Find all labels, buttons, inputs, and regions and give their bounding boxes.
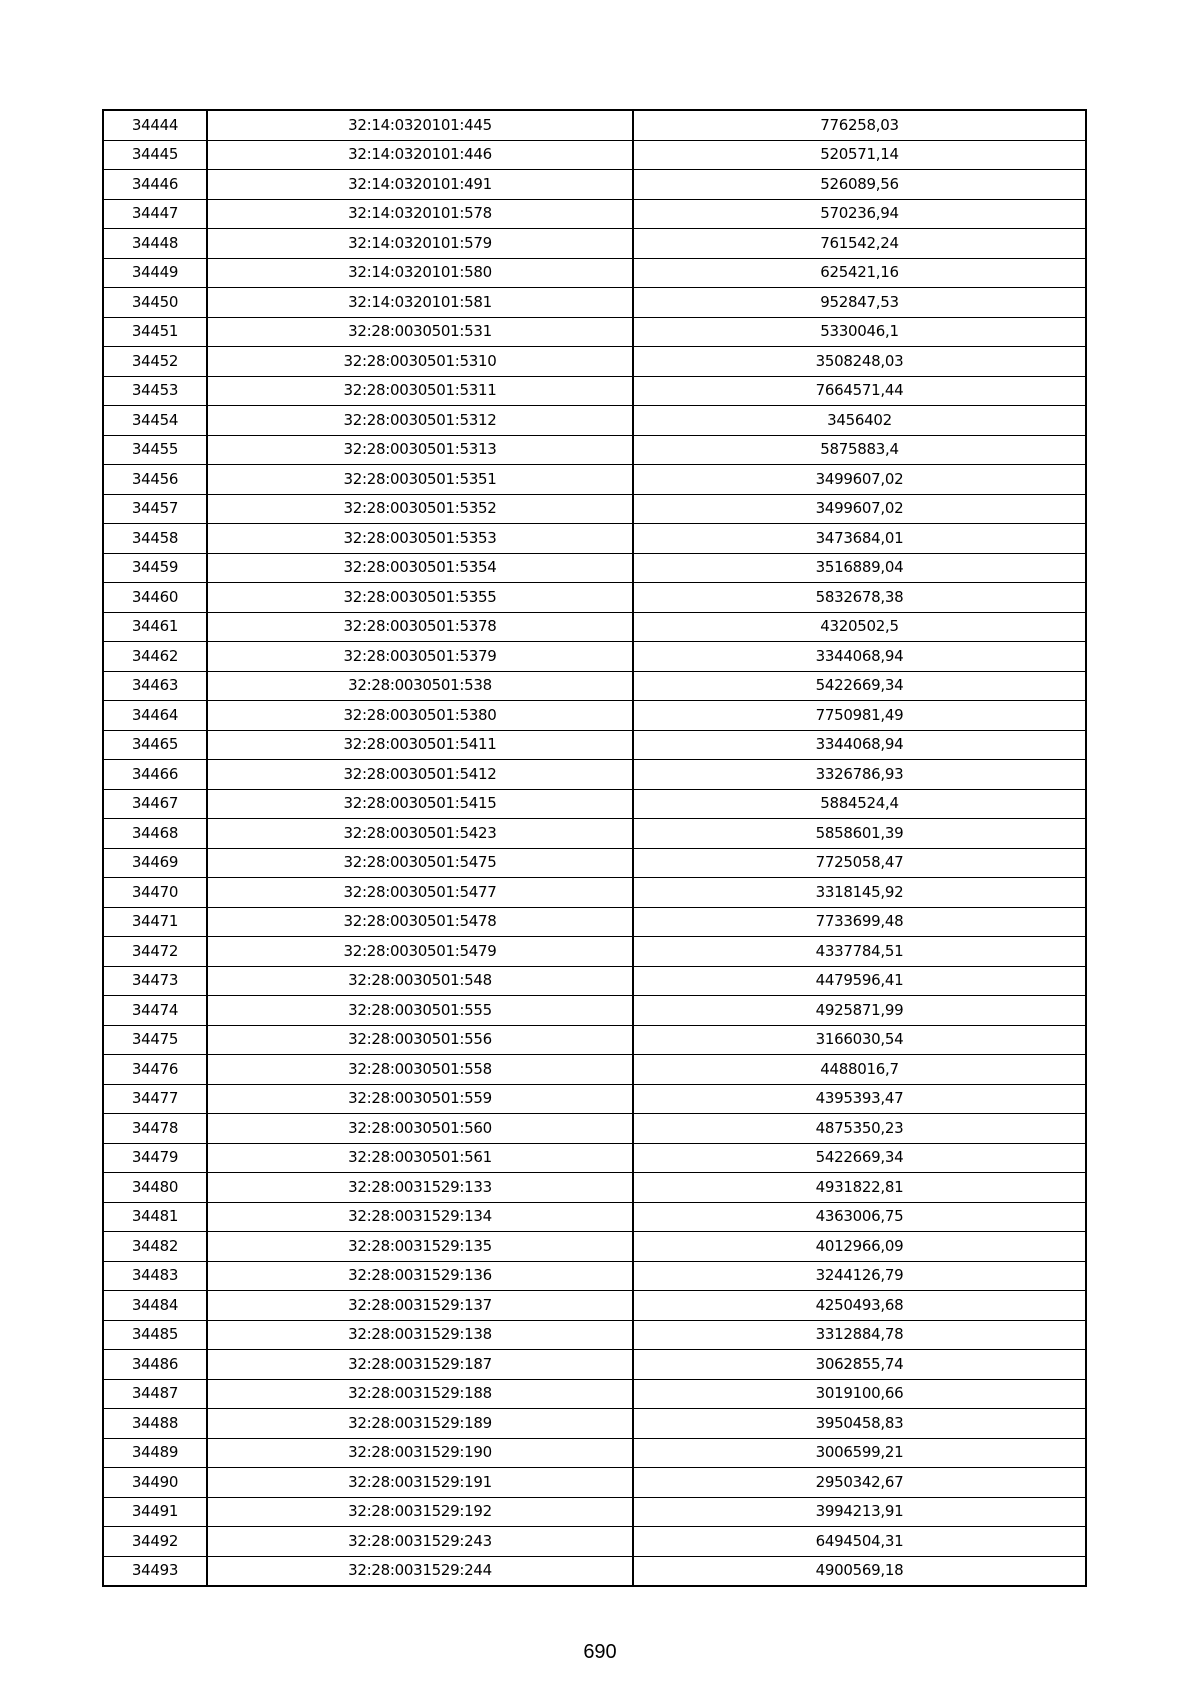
cadastral-value-cell: 520571,14 bbox=[633, 140, 1086, 170]
cadastral-value-cell: 526089,56 bbox=[633, 170, 1086, 200]
table-row bbox=[103, 671, 1086, 701]
cadastral-number-cell: 32:28:0030501:5477 bbox=[207, 878, 633, 908]
row-number-cell: 34465 bbox=[103, 730, 207, 760]
cadastral-number-cell: 32:28:0031529:191 bbox=[207, 1468, 633, 1498]
row-number-cell: 34467 bbox=[103, 789, 207, 819]
cadastral-number-cell: 32:28:0030501:5379 bbox=[207, 642, 633, 672]
table-row bbox=[103, 583, 1086, 613]
cadastral-number-cell: 32:28:0031529:189 bbox=[207, 1409, 633, 1439]
cadastral-value-cell: 761542,24 bbox=[633, 229, 1086, 259]
cadastral-number-cell: 32:14:0320101:446 bbox=[207, 140, 633, 170]
row-number-cell: 34456 bbox=[103, 465, 207, 495]
cadastral-value-cell: 3244126,79 bbox=[633, 1261, 1086, 1291]
row-number-cell: 34449 bbox=[103, 258, 207, 288]
table-row bbox=[103, 612, 1086, 642]
cadastral-number-cell: 32:28:0030501:5378 bbox=[207, 612, 633, 642]
row-number-cell: 34484 bbox=[103, 1291, 207, 1321]
table-row bbox=[103, 1379, 1086, 1409]
cadastral-number-cell: 32:28:0031529:192 bbox=[207, 1497, 633, 1527]
table-row bbox=[103, 907, 1086, 937]
cadastral-number-cell: 32:14:0320101:445 bbox=[207, 110, 633, 140]
cadastral-number-cell: 32:28:0030501:548 bbox=[207, 966, 633, 996]
row-number-cell: 34464 bbox=[103, 701, 207, 731]
table-row bbox=[103, 937, 1086, 967]
table-row bbox=[103, 1468, 1086, 1498]
cadastral-number-cell: 32:28:0030501:5479 bbox=[207, 937, 633, 967]
table-row bbox=[103, 229, 1086, 259]
table-row bbox=[103, 140, 1086, 170]
row-number-cell: 34480 bbox=[103, 1173, 207, 1203]
cadastral-value-cell: 5422669,34 bbox=[633, 671, 1086, 701]
table-row bbox=[103, 317, 1086, 347]
cadastral-number-cell: 32:28:0031529:138 bbox=[207, 1320, 633, 1350]
cadastral-value-cell: 3312884,78 bbox=[633, 1320, 1086, 1350]
table-row bbox=[103, 1556, 1086, 1586]
row-number-cell: 34452 bbox=[103, 347, 207, 377]
row-number-cell: 34473 bbox=[103, 966, 207, 996]
cadastral-number-cell: 32:28:0031529:187 bbox=[207, 1350, 633, 1380]
table-row bbox=[103, 1114, 1086, 1144]
row-number-cell: 34472 bbox=[103, 937, 207, 967]
row-number-cell: 34447 bbox=[103, 199, 207, 229]
table-row bbox=[103, 347, 1086, 377]
row-number-cell: 34470 bbox=[103, 878, 207, 908]
cadastral-value-cell: 3326786,93 bbox=[633, 760, 1086, 790]
cadastral-value-cell: 6494504,31 bbox=[633, 1527, 1086, 1557]
cadastral-value-cell: 4337784,51 bbox=[633, 937, 1086, 967]
table-row bbox=[103, 1291, 1086, 1321]
row-number-cell: 34476 bbox=[103, 1055, 207, 1085]
table-row bbox=[103, 1527, 1086, 1557]
cadastral-number-cell: 32:14:0320101:581 bbox=[207, 288, 633, 318]
cadastral-number-cell: 32:28:0031529:134 bbox=[207, 1202, 633, 1232]
row-number-cell: 34453 bbox=[103, 376, 207, 406]
cadastral-number-cell: 32:28:0030501:560 bbox=[207, 1114, 633, 1144]
row-number-cell: 34461 bbox=[103, 612, 207, 642]
cadastral-number-cell: 32:14:0320101:579 bbox=[207, 229, 633, 259]
cadastral-value-cell: 5858601,39 bbox=[633, 819, 1086, 849]
row-number-cell: 34474 bbox=[103, 996, 207, 1026]
table-row bbox=[103, 1497, 1086, 1527]
table-row bbox=[103, 465, 1086, 495]
cadastral-value-cell: 3019100,66 bbox=[633, 1379, 1086, 1409]
cadastral-value-cell: 4012966,09 bbox=[633, 1232, 1086, 1262]
cadastral-number-cell: 32:28:0030501:555 bbox=[207, 996, 633, 1026]
cadastral-number-cell: 32:28:0031529:133 bbox=[207, 1173, 633, 1203]
cadastral-number-cell: 32:28:0031529:188 bbox=[207, 1379, 633, 1409]
cadastral-value-cell: 5422669,34 bbox=[633, 1143, 1086, 1173]
cadastral-value-cell: 570236,94 bbox=[633, 199, 1086, 229]
cadastral-number-cell: 32:28:0030501:5312 bbox=[207, 406, 633, 436]
row-number-cell: 34458 bbox=[103, 524, 207, 554]
row-number-cell: 34466 bbox=[103, 760, 207, 790]
cadastral-number-cell: 32:28:0030501:5411 bbox=[207, 730, 633, 760]
cadastral-value-cell: 3166030,54 bbox=[633, 1025, 1086, 1055]
table-row bbox=[103, 524, 1086, 554]
row-number-cell: 34463 bbox=[103, 671, 207, 701]
table-row bbox=[103, 819, 1086, 849]
cadastral-number-cell: 32:28:0031529:135 bbox=[207, 1232, 633, 1262]
table-row bbox=[103, 494, 1086, 524]
cadastral-value-cell: 3318145,92 bbox=[633, 878, 1086, 908]
row-number-cell: 34478 bbox=[103, 1114, 207, 1144]
cadastral-value-cell: 3456402 bbox=[633, 406, 1086, 436]
cadastral-value-cell: 4925871,99 bbox=[633, 996, 1086, 1026]
cadastral-value-cell: 3062855,74 bbox=[633, 1350, 1086, 1380]
table-row bbox=[103, 1202, 1086, 1232]
table-row bbox=[103, 1143, 1086, 1173]
table-row bbox=[103, 553, 1086, 583]
cadastral-value-cell: 7750981,49 bbox=[633, 701, 1086, 731]
row-number-cell: 34471 bbox=[103, 907, 207, 937]
cadastral-value-cell: 5832678,38 bbox=[633, 583, 1086, 613]
row-number-cell: 34475 bbox=[103, 1025, 207, 1055]
cadastral-number-cell: 32:28:0030501:5412 bbox=[207, 760, 633, 790]
cadastral-value-cell: 3344068,94 bbox=[633, 730, 1086, 760]
cadastral-value-cell: 952847,53 bbox=[633, 288, 1086, 318]
cadastral-number-cell: 32:28:0031529:136 bbox=[207, 1261, 633, 1291]
cadastral-number-cell: 32:28:0030501:5355 bbox=[207, 583, 633, 613]
cadastral-number-cell: 32:14:0320101:580 bbox=[207, 258, 633, 288]
cadastral-value-cell: 5875883,4 bbox=[633, 435, 1086, 465]
cadastral-value-cell: 5330046,1 bbox=[633, 317, 1086, 347]
cadastral-value-cell: 4875350,23 bbox=[633, 1114, 1086, 1144]
table-row bbox=[103, 1084, 1086, 1114]
table-row bbox=[103, 1438, 1086, 1468]
cadastral-value-cell: 4488016,7 bbox=[633, 1055, 1086, 1085]
table-row bbox=[103, 1055, 1086, 1085]
cadastral-value-cell: 625421,16 bbox=[633, 258, 1086, 288]
cadastral-value-cell: 3006599,21 bbox=[633, 1438, 1086, 1468]
cadastral-number-cell: 32:28:0030501:556 bbox=[207, 1025, 633, 1055]
table-row bbox=[103, 878, 1086, 908]
page-number: 690 bbox=[583, 1641, 617, 1663]
row-number-cell: 34446 bbox=[103, 170, 207, 200]
table-body bbox=[103, 110, 1086, 1586]
row-number-cell: 34493 bbox=[103, 1556, 207, 1586]
cadastral-number-cell: 32:28:0030501:5351 bbox=[207, 465, 633, 495]
cadastral-number-cell: 32:28:0031529:190 bbox=[207, 1438, 633, 1468]
cadastral-number-cell: 32:28:0030501:561 bbox=[207, 1143, 633, 1173]
cadastral-value-cell: 4931822,81 bbox=[633, 1173, 1086, 1203]
table-row bbox=[103, 435, 1086, 465]
cadastral-number-cell: 32:28:0031529:244 bbox=[207, 1556, 633, 1586]
cadastral-value-cell: 7725058,47 bbox=[633, 848, 1086, 878]
cadastral-number-cell: 32:28:0030501:5310 bbox=[207, 347, 633, 377]
cadastral-number-cell: 32:14:0320101:578 bbox=[207, 199, 633, 229]
row-number-cell: 34488 bbox=[103, 1409, 207, 1439]
table-row bbox=[103, 848, 1086, 878]
cadastral-value-cell: 7664571,44 bbox=[633, 376, 1086, 406]
table-row bbox=[103, 730, 1086, 760]
row-number-cell: 34481 bbox=[103, 1202, 207, 1232]
table-row bbox=[103, 642, 1086, 672]
cadastral-number-cell: 32:28:0030501:5415 bbox=[207, 789, 633, 819]
cadastral-value-cell: 4900569,18 bbox=[633, 1556, 1086, 1586]
cadastral-value-cell: 4395393,47 bbox=[633, 1084, 1086, 1114]
row-number-cell: 34483 bbox=[103, 1261, 207, 1291]
row-number-cell: 34489 bbox=[103, 1438, 207, 1468]
cadastral-value-cell: 3508248,03 bbox=[633, 347, 1086, 377]
cadastral-value-cell: 4320502,5 bbox=[633, 612, 1086, 642]
cadastral-number-cell: 32:28:0030501:5354 bbox=[207, 553, 633, 583]
cadastral-value-cell: 3994213,91 bbox=[633, 1497, 1086, 1527]
row-number-cell: 34455 bbox=[103, 435, 207, 465]
cadastral-number-cell: 32:28:0030501:5311 bbox=[207, 376, 633, 406]
row-number-cell: 34490 bbox=[103, 1468, 207, 1498]
cadastral-number-cell: 32:28:0031529:137 bbox=[207, 1291, 633, 1321]
cadastral-number-cell: 32:28:0030501:5352 bbox=[207, 494, 633, 524]
cadastral-value-cell: 4250493,68 bbox=[633, 1291, 1086, 1321]
table-row bbox=[103, 199, 1086, 229]
table-row bbox=[103, 760, 1086, 790]
cadastral-value-cell: 3950458,83 bbox=[633, 1409, 1086, 1439]
cadastral-number-cell: 32:28:0030501:558 bbox=[207, 1055, 633, 1085]
row-number-cell: 34448 bbox=[103, 229, 207, 259]
cadastral-number-cell: 32:28:0030501:5380 bbox=[207, 701, 633, 731]
cadastral-value-cell: 3499607,02 bbox=[633, 465, 1086, 495]
cadastral-number-cell: 32:28:0031529:243 bbox=[207, 1527, 633, 1557]
row-number-cell: 34485 bbox=[103, 1320, 207, 1350]
table-row bbox=[103, 1261, 1086, 1291]
cadastral-value-cell: 3516889,04 bbox=[633, 553, 1086, 583]
cadastral-number-cell: 32:28:0030501:5475 bbox=[207, 848, 633, 878]
row-number-cell: 34457 bbox=[103, 494, 207, 524]
cadastral-value-table bbox=[102, 109, 1087, 1587]
row-number-cell: 34450 bbox=[103, 288, 207, 318]
cadastral-value-cell: 2950342,67 bbox=[633, 1468, 1086, 1498]
row-number-cell: 34477 bbox=[103, 1084, 207, 1114]
row-number-cell: 34462 bbox=[103, 642, 207, 672]
table-row bbox=[103, 1409, 1086, 1439]
row-number-cell: 34460 bbox=[103, 583, 207, 613]
row-number-cell: 34491 bbox=[103, 1497, 207, 1527]
table-row bbox=[103, 1025, 1086, 1055]
cadastral-number-cell: 32:28:0030501:5313 bbox=[207, 435, 633, 465]
cadastral-value-cell: 3344068,94 bbox=[633, 642, 1086, 672]
table-row bbox=[103, 701, 1086, 731]
table-row bbox=[103, 110, 1086, 140]
cadastral-number-cell: 32:28:0030501:531 bbox=[207, 317, 633, 347]
cadastral-value-cell: 3473684,01 bbox=[633, 524, 1086, 554]
row-number-cell: 34492 bbox=[103, 1527, 207, 1557]
table-row bbox=[103, 406, 1086, 436]
table-row bbox=[103, 966, 1086, 996]
table-row bbox=[103, 288, 1086, 318]
cadastral-value-cell: 3499607,02 bbox=[633, 494, 1086, 524]
row-number-cell: 34469 bbox=[103, 848, 207, 878]
row-number-cell: 34445 bbox=[103, 140, 207, 170]
row-number-cell: 34444 bbox=[103, 110, 207, 140]
cadastral-number-cell: 32:28:0030501:5478 bbox=[207, 907, 633, 937]
cadastral-number-cell: 32:28:0030501:559 bbox=[207, 1084, 633, 1114]
cadastral-value-cell: 5884524,4 bbox=[633, 789, 1086, 819]
cadastral-number-cell: 32:14:0320101:491 bbox=[207, 170, 633, 200]
row-number-cell: 34451 bbox=[103, 317, 207, 347]
row-number-cell: 34486 bbox=[103, 1350, 207, 1380]
cadastral-number-cell: 32:28:0030501:538 bbox=[207, 671, 633, 701]
cadastral-value-cell: 4479596,41 bbox=[633, 966, 1086, 996]
table-row bbox=[103, 258, 1086, 288]
table-row bbox=[103, 1320, 1086, 1350]
table-row bbox=[103, 789, 1086, 819]
table-row bbox=[103, 1232, 1086, 1262]
table-row bbox=[103, 376, 1086, 406]
cadastral-number-cell: 32:28:0030501:5353 bbox=[207, 524, 633, 554]
row-number-cell: 34454 bbox=[103, 406, 207, 436]
row-number-cell: 34459 bbox=[103, 553, 207, 583]
table-row bbox=[103, 1173, 1086, 1203]
table-row bbox=[103, 996, 1086, 1026]
cadastral-value-cell: 4363006,75 bbox=[633, 1202, 1086, 1232]
cadastral-value-cell: 7733699,48 bbox=[633, 907, 1086, 937]
table-row bbox=[103, 170, 1086, 200]
cadastral-number-cell: 32:28:0030501:5423 bbox=[207, 819, 633, 849]
row-number-cell: 34468 bbox=[103, 819, 207, 849]
row-number-cell: 34482 bbox=[103, 1232, 207, 1262]
cadastral-value-cell: 776258,03 bbox=[633, 110, 1086, 140]
table-row bbox=[103, 1350, 1086, 1380]
row-number-cell: 34479 bbox=[103, 1143, 207, 1173]
row-number-cell: 34487 bbox=[103, 1379, 207, 1409]
